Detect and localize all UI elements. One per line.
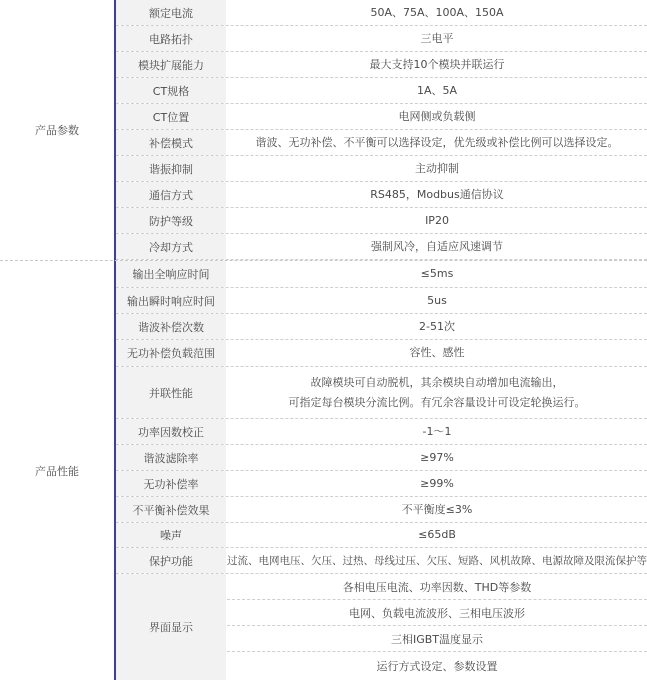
table-row: [116, 130, 647, 156]
table-row: [116, 314, 647, 340]
row-subvalue: 运行方式设定、参数设置: [376, 660, 498, 673]
table-row: [116, 234, 647, 260]
table-row: [116, 419, 647, 445]
row-label: 额定电流: [116, 0, 226, 25]
row-label: 并联性能: [116, 367, 226, 418]
row-value: 2-51次: [419, 319, 455, 333]
row-value-line: 可指定每台模块分流比例。有冗余容量设计可设定轮换运行。: [288, 395, 586, 409]
row-value: 谐波、无功补偿、不平衡可以选择设定，优先级或补偿比例可以选择设定。: [255, 135, 619, 149]
table-row: [116, 471, 647, 497]
category-perf: 产品性能: [35, 464, 79, 478]
row-label: 模块扩展能力: [116, 52, 226, 77]
row-label: 谐振抑制: [116, 156, 226, 181]
table-row: [116, 208, 647, 234]
row-label: 补偿模式: [116, 130, 226, 155]
table-row: [116, 0, 647, 26]
table-row: [116, 523, 647, 548]
row-value: ≤5ms: [420, 267, 454, 280]
row-value-line: 故障模块可自动脱机，其余模块自动增加电流输出，: [310, 375, 564, 389]
row-value: 1A、5A: [416, 83, 458, 97]
table-row: [116, 52, 647, 78]
table-row: [116, 288, 647, 314]
row-label: 通信方式: [116, 182, 226, 207]
table-row: [116, 367, 647, 419]
row-label: 冷却方式: [116, 234, 226, 259]
row-value: 电网侧或负载侧: [398, 109, 476, 123]
category-params: 产品参数: [35, 124, 79, 137]
row-label: 谐波滤除率: [116, 445, 226, 470]
row-label: 保护功能: [116, 548, 226, 573]
table-row: [116, 261, 647, 288]
table-row: [116, 574, 647, 680]
row-value: ≤65dB: [418, 528, 456, 541]
table-row: [116, 104, 647, 130]
row-value: -1～1: [422, 424, 452, 438]
row-label: CT规格: [116, 78, 226, 103]
row-label: 谐波补偿次数: [116, 314, 226, 339]
row-label: 噪声: [116, 523, 226, 547]
row-value: 主动抑制: [415, 161, 459, 175]
table-row: [116, 340, 647, 367]
row-value: 不平衡度≤3%: [401, 502, 473, 516]
row-subvalue: 三相IGBT温度显示: [227, 626, 647, 652]
table-row: [116, 156, 647, 182]
table-row: [116, 26, 647, 52]
row-label: 电路拓扑: [116, 26, 226, 51]
row-value: 三电平: [420, 31, 454, 45]
row-subvalue: 电网、负载电流波形、三相电压波形: [227, 600, 647, 626]
table-row: [116, 78, 647, 104]
row-subvalue: 各相电压电流、功率因数、THD等参数: [227, 574, 647, 600]
row-value: [227, 367, 647, 418]
row-value: IP20: [425, 213, 449, 227]
row-label: 界面显示: [116, 574, 226, 680]
row-value: 过流、电网电压、欠压、过热、母线过压、欠压、短路、风机故障、电源故障及限流保护等: [227, 554, 647, 567]
row-label: CT位置: [116, 104, 226, 129]
table-row: [116, 548, 647, 574]
row-value: 容性、感性: [409, 346, 465, 359]
row-value: 最大支持10个模块并联运行: [369, 57, 505, 71]
row-label: 无功补偿率: [116, 471, 226, 496]
row-value: 强制风冷，自适应风速调节: [371, 239, 503, 253]
table-row: [116, 445, 647, 471]
row-label: 无功补偿负载范围: [116, 340, 226, 366]
row-value: 50A、75A、100A、150A: [370, 5, 504, 19]
row-value: RS485，Modbus通信协议: [370, 187, 504, 201]
row-value: ≥99%: [420, 476, 454, 490]
row-value: ≥97%: [420, 450, 454, 464]
table-row: [116, 182, 647, 208]
table-row: [116, 497, 647, 523]
row-label: 不平衡补偿效果: [116, 497, 226, 522]
row-label: 输出瞬时响应时间: [116, 288, 226, 313]
row-value: 5us: [427, 293, 447, 307]
row-label: 防护等级: [116, 208, 226, 233]
row-label: 输出全响应时间: [116, 261, 226, 287]
row-label: 功率因数校正: [116, 419, 226, 444]
